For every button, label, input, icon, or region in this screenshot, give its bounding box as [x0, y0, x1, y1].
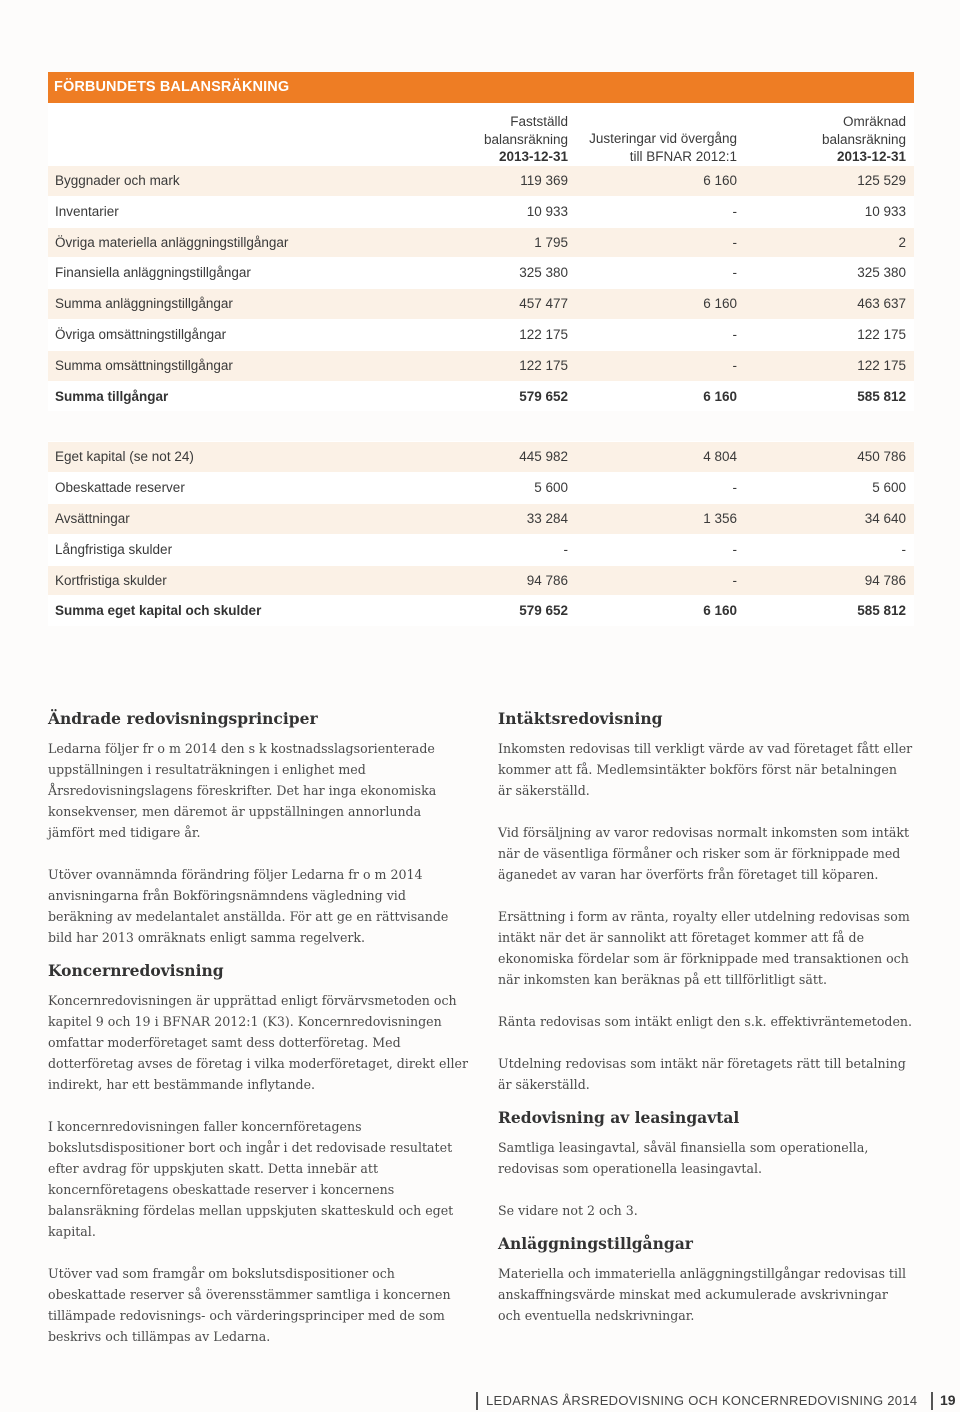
- cell-value: 585 812: [857, 603, 906, 619]
- header-text: till BFNAR 2012:1: [629, 148, 737, 164]
- paragraph: Se vidare not 2 och 3.: [498, 1203, 638, 1218]
- header-col-restated: [822, 113, 906, 166]
- header-text: Justeringar vid övergång: [589, 131, 737, 146]
- cell-value: 450 786: [857, 449, 906, 465]
- balance-sheet-table: [48, 72, 914, 626]
- paragraph: Inkomsten redovisas till verkligt värde av vad företaget fått eller kommer att få. Medlemsintäkter bokförs först när betalningen är säkerställd.: [498, 741, 913, 798]
- footer-title: LEDARNAS ÅRSREDOVISNING OCH KONCERNREDOVISNING 2014: [486, 1393, 918, 1408]
- row-label: Långfristiga skulder: [55, 541, 173, 557]
- paragraph: Utdelning redovisas som intäkt när företagets rätt till betalning är säkerställd.: [498, 1056, 906, 1092]
- table-row: [48, 319, 914, 350]
- row-label: Byggnader och mark: [55, 173, 180, 188]
- row-label: Finansiella anläggningstillgångar: [55, 265, 251, 281]
- paragraph: Ränta redovisas som intäkt enligt den s.k. effektivräntemetoden.: [498, 1014, 913, 1029]
- cell-value: 585 812: [857, 388, 906, 404]
- cell-value: -: [563, 541, 568, 557]
- row-label: Eget kapital (se not 24): [55, 449, 194, 465]
- cell-value: 122 175: [519, 357, 568, 373]
- cell-value: -: [732, 203, 737, 219]
- header-text: Fastställd: [510, 114, 568, 129]
- cell-value: 94 786: [864, 572, 906, 588]
- page-footer: [0, 1392, 960, 1412]
- table-header: [48, 103, 914, 165]
- paragraph: Koncernredovisningen är upprättad enligt förvärvsmetoden och kapitel 9 och 19 i BFNAR 2012:1 (K3). Koncernredovisningen omfattar moderföretaget samt dess dotterföretag. Med dotterföretag avses de företag i vilka moderföretaget, direkt eller indirekt, har ett bestämmande inflytande.: [48, 993, 468, 1092]
- row-label: Inventarier: [55, 203, 119, 219]
- cell-value: -: [732, 326, 737, 342]
- row-label: Summa tillgångar: [55, 388, 169, 404]
- cell-value: -: [732, 265, 737, 281]
- cell-value: 122 175: [519, 326, 568, 342]
- cell-value: 10 933: [864, 203, 906, 219]
- heading-leasing: Redovisning av leasingavtal: [498, 1108, 740, 1127]
- paragraph: Ersättning i form av ränta, royalty eller utdelning redovisas som intäkt när det är sannolikt att företaget kommer att få de ekonomiska fördelar som är förknippade med transaktionen och när inkomsten kan beräknas på ett tillförlitligt sätt.: [498, 909, 910, 987]
- table-row: [48, 441, 914, 472]
- table-row: [48, 565, 914, 596]
- paragraph: Vid försäljning av varor redovisas normalt inkomsten som intäkt när de väsentliga förmåner och risker som är förknippade med äganedet av varan har överförts från företaget till köparen.: [498, 825, 910, 882]
- paragraph: I koncernredovisningen faller koncernföretagens bokslutsdispositioner bort och ingår i det redovisade resultatet efter avdrag för uppskjuten skatt. Detta innebär att koncernföretagens obeskattade reserver i koncernens balansräkning fördelas mellan uppskjuten skatteskuld och eget kapital.: [48, 1119, 454, 1239]
- cell-value: 579 652: [519, 388, 568, 404]
- footer-divider: [476, 1392, 478, 1410]
- table-row-total: [48, 595, 914, 626]
- header-col-adjustments: [589, 130, 737, 165]
- cell-value: 94 786: [526, 572, 568, 588]
- footer-divider: [931, 1392, 933, 1410]
- page-number: 19: [940, 1392, 956, 1408]
- cell-value: 2: [898, 234, 906, 250]
- row-label: Obeskattade reserver: [55, 480, 185, 496]
- cell-value: 6 160: [703, 173, 737, 188]
- cell-value: 579 652: [519, 603, 568, 619]
- left-text-column: [48, 708, 468, 1368]
- cell-value: 5 600: [872, 480, 906, 496]
- cell-value: 457 477: [519, 296, 568, 312]
- cell-value: 10 933: [526, 203, 568, 219]
- header-text: balansräkning: [821, 131, 906, 147]
- heading-accounting-principles: Ändrade redovisningsprinciper: [48, 709, 318, 728]
- table-row: [48, 503, 914, 534]
- cell-value: -: [732, 234, 737, 250]
- cell-value: 1 356: [703, 510, 737, 526]
- header-col-established: [484, 113, 568, 166]
- cell-value: 119 369: [520, 173, 568, 188]
- header-date: 2013-12-31: [498, 149, 568, 164]
- right-text-column: [498, 708, 914, 1347]
- table-spacer: [48, 411, 914, 441]
- header-text: Omräknad: [842, 114, 906, 129]
- paragraph: Materiella och immateriella anläggningstillgångar redovisas till anskaffningsvärde minskat med ackumulerade avskrivningar och eventuella nedskrivningar.: [498, 1266, 907, 1323]
- cell-value: 445 982: [519, 449, 568, 465]
- cell-value: 122 175: [857, 357, 906, 373]
- table-row: [48, 472, 914, 503]
- cell-value: 463 637: [857, 296, 906, 312]
- table-row: [48, 288, 914, 319]
- cell-value: 6 160: [703, 388, 737, 404]
- cell-value: 122 175: [857, 326, 906, 342]
- row-label: Summa anläggningstillgångar: [55, 296, 233, 312]
- paragraph: Utöver vad som framgår om bokslutsdispositioner och obeskattade reserver så överensstämmer samtliga i koncernen tillämpade redovisnings- och värderingsprinciper med de som beskrivs och tillämpas av Ledarna.: [48, 1266, 451, 1344]
- cell-value: 5 600: [534, 480, 568, 496]
- row-label: Summa omsättningstillgångar: [55, 357, 233, 373]
- cell-value: 6 160: [703, 603, 737, 619]
- table-title: FÖRBUNDETS BALANSRÄKNING: [48, 72, 914, 103]
- row-label: Övriga materiella anläggningstillgångar: [55, 234, 289, 250]
- row-label: Summa eget kapital och skulder: [55, 603, 262, 619]
- row-label: Kortfristiga skulder: [55, 572, 167, 588]
- header-date: 2013-12-31: [836, 149, 906, 164]
- cell-value: 1 795: [534, 234, 568, 250]
- cell-value: 34 640: [864, 510, 906, 526]
- row-label: Övriga omsättningstillgångar: [55, 326, 227, 342]
- cell-value: -: [901, 541, 906, 557]
- cell-value: -: [732, 541, 737, 557]
- cell-value: 325 380: [519, 265, 568, 281]
- table-row-total: [48, 381, 914, 412]
- cell-value: 4 804: [703, 449, 737, 465]
- row-label: Avsättningar: [55, 510, 130, 526]
- table-row: [48, 350, 914, 381]
- heading-revenue-recognition: Intäktsredovisning: [498, 709, 663, 728]
- paragraph: Samtliga leasingavtal, såväl finansiella som operationella, redovisas som operationella leasingavtal.: [498, 1140, 869, 1176]
- table-row: [48, 257, 914, 288]
- cell-value: 33 284: [526, 510, 568, 526]
- cell-value: 125 529: [857, 173, 906, 188]
- cell-value: -: [732, 572, 737, 588]
- paragraph: Ledarna följer fr o m 2014 den s k kostnadsslagsorienterade uppställningen i resultaträkningen i enlighet med Årsredovisningslagens föreskrifter. Det har inga ekonomiska konsekvenser, men däremot är uppställningen annorlunda jämfört med tidigare år.: [48, 741, 437, 840]
- table-row: [48, 227, 914, 258]
- table-row: [48, 196, 914, 227]
- table-row: [48, 165, 914, 196]
- heading-group-accounting: Koncernredovisning: [48, 961, 224, 980]
- paragraph: Utöver ovannämnda förändring följer Ledarna fr o m 2014 anvisningarna från Bokföringsnämndens vägledning vid beräkning av medelantalet anställda. För att ge en rättvisande bild har 2013 omräknats enligt samma regelverk.: [48, 867, 449, 945]
- heading-fixed-assets: Anläggningstillgångar: [498, 1234, 693, 1253]
- header-text: balansräkning: [483, 131, 568, 147]
- cell-value: -: [732, 357, 737, 373]
- cell-value: 6 160: [703, 296, 737, 312]
- table-row: [48, 534, 914, 565]
- cell-value: -: [732, 480, 737, 496]
- cell-value: 325 380: [857, 265, 906, 281]
